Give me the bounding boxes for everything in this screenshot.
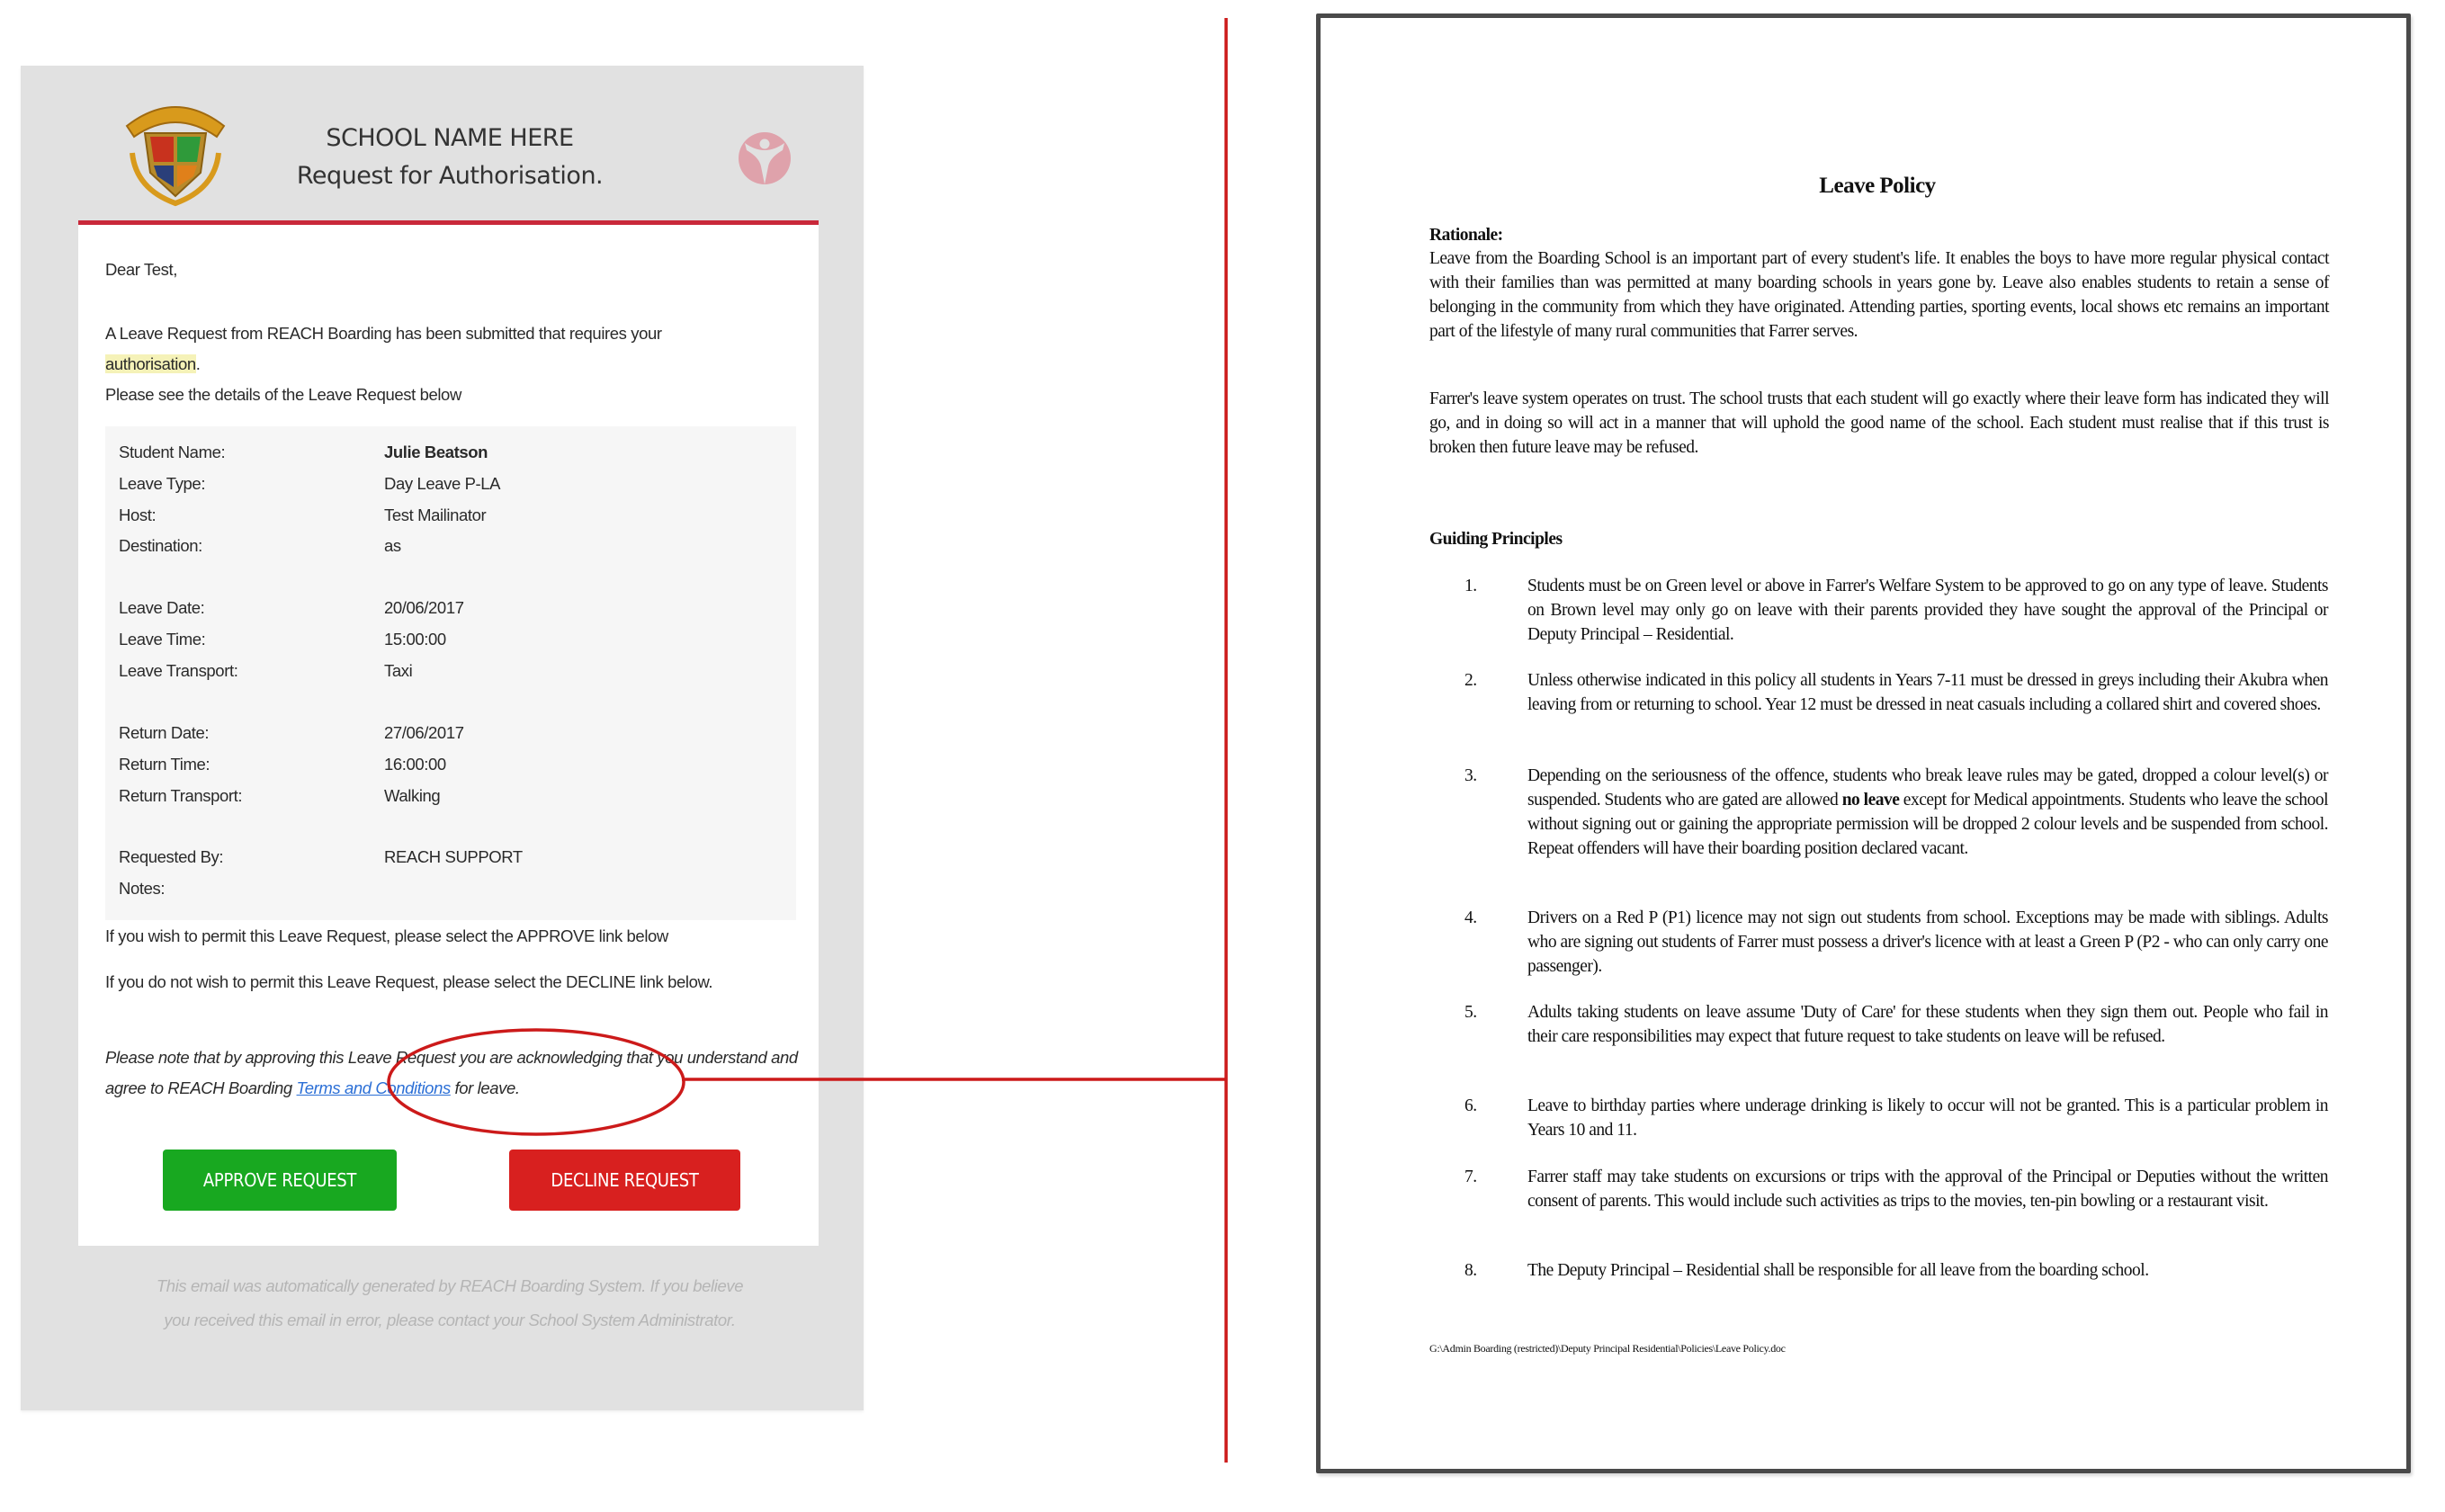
detail-value: 16:00:00: [384, 755, 446, 774]
principle-number: 1.: [1464, 577, 1477, 595]
principle-number: 3.: [1464, 766, 1477, 785]
detail-value: Test Mailinator: [384, 505, 487, 524]
terms-note-text: Please note that by approving this Leave Request you are acknowledging that you understand and agree to REACH Boarding: [105, 1048, 798, 1097]
principle-text: Students must be on Green level or above in Farrer's Welfare System to be approved to go on any type of leave. Students on Brown level may only go on leave with their parents provided they have sought the approval of the Principal or Deputy Principal – Residential.: [1527, 577, 2328, 644]
principle-text: [1527, 764, 2328, 861]
intro-line: A Leave Request from REACH Boarding has been submitted that requires your: [105, 324, 662, 343]
detail-label: Host:: [119, 505, 157, 524]
intro-highlight: authorisation: [105, 354, 196, 373]
principle-number: 5.: [1464, 1003, 1477, 1022]
details-prompt: Please see the details of the Leave Request below: [105, 385, 461, 404]
approve-instruction: If you wish to permit this Leave Request, please select the APPROVE link below: [105, 926, 668, 945]
terms-note-end: for leave.: [450, 1078, 520, 1097]
principles-heading: Guiding Principles: [1429, 530, 1563, 549]
principle-number: 7.: [1464, 1168, 1477, 1186]
principle-text-bold: no leave: [1841, 791, 1900, 810]
terms-and-conditions-link[interactable]: Terms and Conditions: [296, 1078, 451, 1097]
decline-request-button[interactable]: DECLINE REQUEST: [509, 1150, 740, 1211]
detail-value: Julie Beatson: [384, 443, 488, 461]
detail-value: Walking: [384, 786, 441, 805]
detail-label: Requested By:: [119, 847, 224, 866]
reach-logo-icon: [738, 130, 792, 186]
intro-end: .: [195, 354, 201, 373]
rationale-paragraph-1: Leave from the Boarding School is an important part of every student's life. It enables the boys to have more regular physical contact with their families than was permitted at many boarding schools in years gone by. Leave also enables students to retain a sense of belonging in the community from which they have originated. Attending parties, sporting events, local shows etc remains an important part of the lifestyle of many rural communities that Farrer serves.: [1429, 249, 2329, 341]
detail-value: REACH SUPPORT: [384, 847, 523, 866]
rationale-heading: Rationale:: [1429, 226, 1503, 245]
principle-text-part: Depending on the seriousness of the offence, students who break leave rules may be gated, dropped a colour level(s) or suspended. Students who are gated are allowed: [1527, 766, 2328, 810]
detail-label: Leave Date:: [119, 598, 205, 617]
principle-text: Drivers on a Red P (P1) licence may not sign out students from school. Exceptions may be made with siblings. Adults who are signing out students of Farrer must possess a driver's licence with at least a Green P (P2 - who can only carry one passenger).: [1527, 908, 2328, 976]
document-title: Leave Policy: [1819, 174, 1936, 198]
school-name: SCHOOL NAME HERE: [326, 124, 574, 152]
email-title: Request for Authorisation.: [296, 162, 604, 190]
detail-label: Notes:: [119, 879, 166, 898]
principle-text: The Deputy Principal – Residential shall be responsible for all leave from the boarding school.: [1527, 1261, 2149, 1280]
detail-value: Taxi: [384, 661, 413, 680]
detail-label: Leave Type:: [119, 474, 206, 493]
detail-value: 20/06/2017: [384, 598, 464, 617]
principle-text: Farrer staff may take students on excursions or trips with the approval of the Principal or Deputies without the written consent of parents. This would include such activities as trips to the movies, ten-pin bowling or a restaurant visit.: [1527, 1168, 2328, 1211]
principle-text: Adults taking students on leave assume 'Duty of Care' for these students when they sign them out. People who fail in their care responsibilities may expect that future request to take students on leave will be refused.: [1527, 1003, 2328, 1046]
document-file-path: G:\Admin Boarding (restricted)\Deputy Principal Residential\Policies\Leave Policy.doc: [1429, 1342, 1786, 1355]
terms-note: [105, 1042, 798, 1104]
principle-text: Unless otherwise indicated in this policy all students in Years 7-11 must be dressed in greys including their Akubra when leaving from or returning to school. Year 12 must be dressed in neat casuals including a collared shirt and covered shoes.: [1527, 671, 2328, 714]
detail-value: 15:00:00: [384, 630, 446, 649]
principle-text: Leave to birthday parties where underage drinking is likely to occur will not be granted. This is a particular problem in Years 10 and 11.: [1527, 1096, 2328, 1140]
footer-line-2: you received this email in error, please contact your School System Administrator.: [164, 1311, 736, 1329]
detail-label: Destination:: [119, 536, 202, 555]
detail-label: Return Time:: [119, 755, 210, 774]
detail-value: 27/06/2017: [384, 723, 464, 742]
detail-value: Day Leave P-LA: [384, 474, 501, 493]
decline-instruction: If you do not wish to permit this Leave Request, please select the DECLINE link below.: [105, 972, 713, 991]
greeting: Dear Test,: [105, 260, 177, 279]
detail-label: Leave Transport:: [119, 661, 238, 680]
rationale-paragraph-2: Farrer's leave system operates on trust. The school trusts that each student will go exactly where their leave form has indicated they will go, and in doing so will act in a manner that will uphold the good name of the school. Each student must realise that if this trust is broken then future leave may be refused.: [1429, 389, 2329, 457]
footer-line-1: This email was automatically generated by REACH Boarding System. If you believe: [156, 1276, 744, 1295]
detail-label: Student Name:: [119, 443, 226, 461]
principle-number: 4.: [1464, 908, 1477, 927]
detail-label: Return Transport:: [119, 786, 243, 805]
principle-number: 6.: [1464, 1096, 1477, 1115]
approve-request-button[interactable]: APPROVE REQUEST: [163, 1150, 397, 1211]
detail-value: as: [384, 536, 401, 555]
detail-label: Leave Time:: [119, 630, 206, 649]
intro-text: [105, 318, 798, 380]
school-crest-icon: [114, 90, 237, 207]
principle-number: 8.: [1464, 1261, 1477, 1280]
principle-number: 2.: [1464, 671, 1477, 690]
detail-label: Return Date:: [119, 723, 210, 742]
principle-text-part: except for Medical appointments. Students who leave the school without signing out or gaining the appropriate permission will be dropped 2 colour levels and be suspended from school. Repeat offenders will have their boarding position declared vacant.: [1527, 791, 2329, 858]
